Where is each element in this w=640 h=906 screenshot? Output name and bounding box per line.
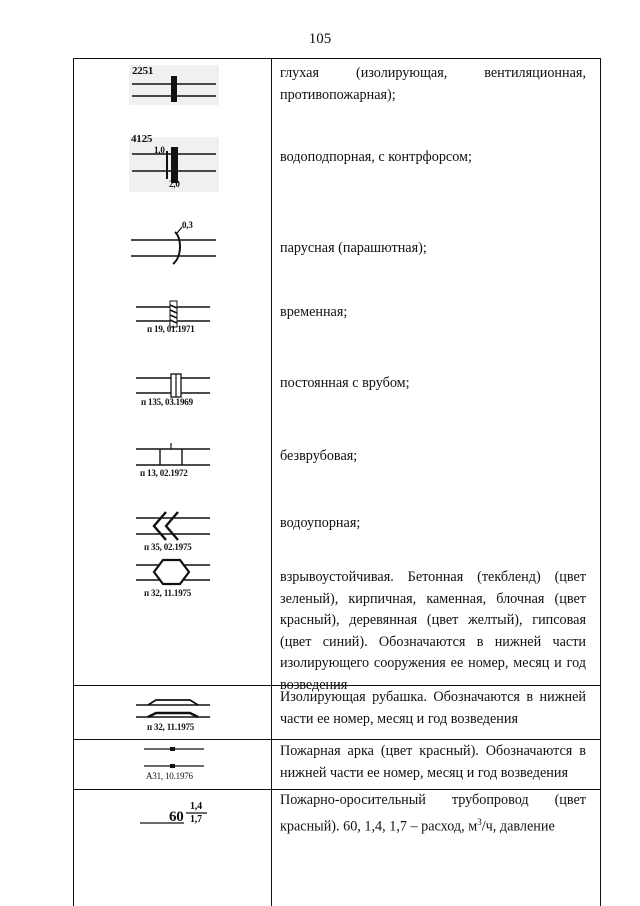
row-text-permanent: постоянная с врубом; bbox=[280, 375, 410, 391]
legend-table bbox=[73, 58, 601, 906]
dimension-label-bottom: 2,0 bbox=[169, 179, 180, 189]
sail-partition-icon bbox=[74, 219, 271, 269]
number-date-label: п 13, 02.1972 bbox=[140, 468, 188, 478]
row-text-blind: глухая (изолирующая, вентиляционная, противопожарная); bbox=[280, 65, 586, 103]
symbol-water-retaining bbox=[74, 129, 271, 199]
blind-partition-icon bbox=[74, 59, 271, 119]
symbol-fire-arch bbox=[74, 739, 271, 789]
fire-arch-icon bbox=[74, 739, 271, 789]
number-date-label: п 135, 03.1969 bbox=[141, 397, 193, 407]
number-date-label: п 19, 01.1971 bbox=[147, 324, 195, 334]
partition-number-label: 2251 bbox=[132, 65, 154, 77]
row-text-superscript: 3 bbox=[477, 816, 482, 827]
symbol-permanent bbox=[74, 369, 271, 413]
row-text-fire-sprinkler-pipeline bbox=[280, 790, 586, 838]
symbol-temporary bbox=[74, 297, 271, 339]
pressure-denominator-label: 1,7 bbox=[190, 814, 202, 825]
row-text-no-cut: безврубовая; bbox=[280, 448, 358, 464]
partition-number-label: 4125 bbox=[131, 133, 153, 145]
symbol-explosion-proof bbox=[74, 555, 271, 605]
row-text-insulating-jacket: Изолирующая рубашка. Обозначаются в нижней части ее номер, месяц и год возведения bbox=[280, 689, 586, 727]
number-date-label: п 35, 02.1975 bbox=[144, 542, 192, 552]
symbol-blind bbox=[74, 59, 271, 119]
dimension-label: 0,3 bbox=[182, 220, 193, 230]
row-text-explosion-proof: взрывоустойчивая. Бетонная (текбленд) (цвет зеленый), кирпичная, каменная, блочная (цвет красный), деревянная (цвет желтый), гипсовая (цвет синий). Обозначаются в нижней части изолирующего сооружения ее номер, месяц и год возведения bbox=[280, 569, 586, 693]
number-date-label: п 32, 11.1975 bbox=[147, 722, 195, 732]
page-number: 105 bbox=[308, 31, 332, 47]
symbol-sail bbox=[74, 219, 271, 269]
row-text-part: Пожарно-оросительный трубопровод (цвет красный). 60, 1,4, 1,7 – расход, м bbox=[280, 792, 586, 835]
symbol-waterproof bbox=[74, 507, 271, 555]
symbol-no-cut bbox=[74, 439, 271, 483]
pressure-numerator-label: 1,4 bbox=[190, 801, 202, 812]
row-text-part: /ч, давление bbox=[481, 818, 555, 835]
row-text-fire-arch: Пожарная арка (цвет красный). Обозначаются в нижней части ее номер, месяц и год возведения bbox=[280, 743, 586, 781]
column-divider bbox=[271, 59, 272, 906]
row-text-temporary: временная; bbox=[280, 304, 348, 320]
number-date-label: А31, 10.1976 bbox=[146, 771, 193, 781]
dimension-label-top: 1,0 bbox=[154, 145, 165, 155]
flow-rate-label: 60 bbox=[169, 809, 184, 825]
row-text-sail: парусная (парашютная); bbox=[280, 240, 427, 256]
symbol-insulating-jacket bbox=[74, 685, 271, 739]
row-text-water-retaining: водоподпорная, с контрфорсом; bbox=[280, 149, 472, 165]
row-text-waterproof: водоупорная; bbox=[280, 515, 361, 531]
number-date-label: п 32, 11.1975 bbox=[144, 588, 192, 598]
symbol-fire-sprinkler-pipeline bbox=[74, 789, 271, 839]
